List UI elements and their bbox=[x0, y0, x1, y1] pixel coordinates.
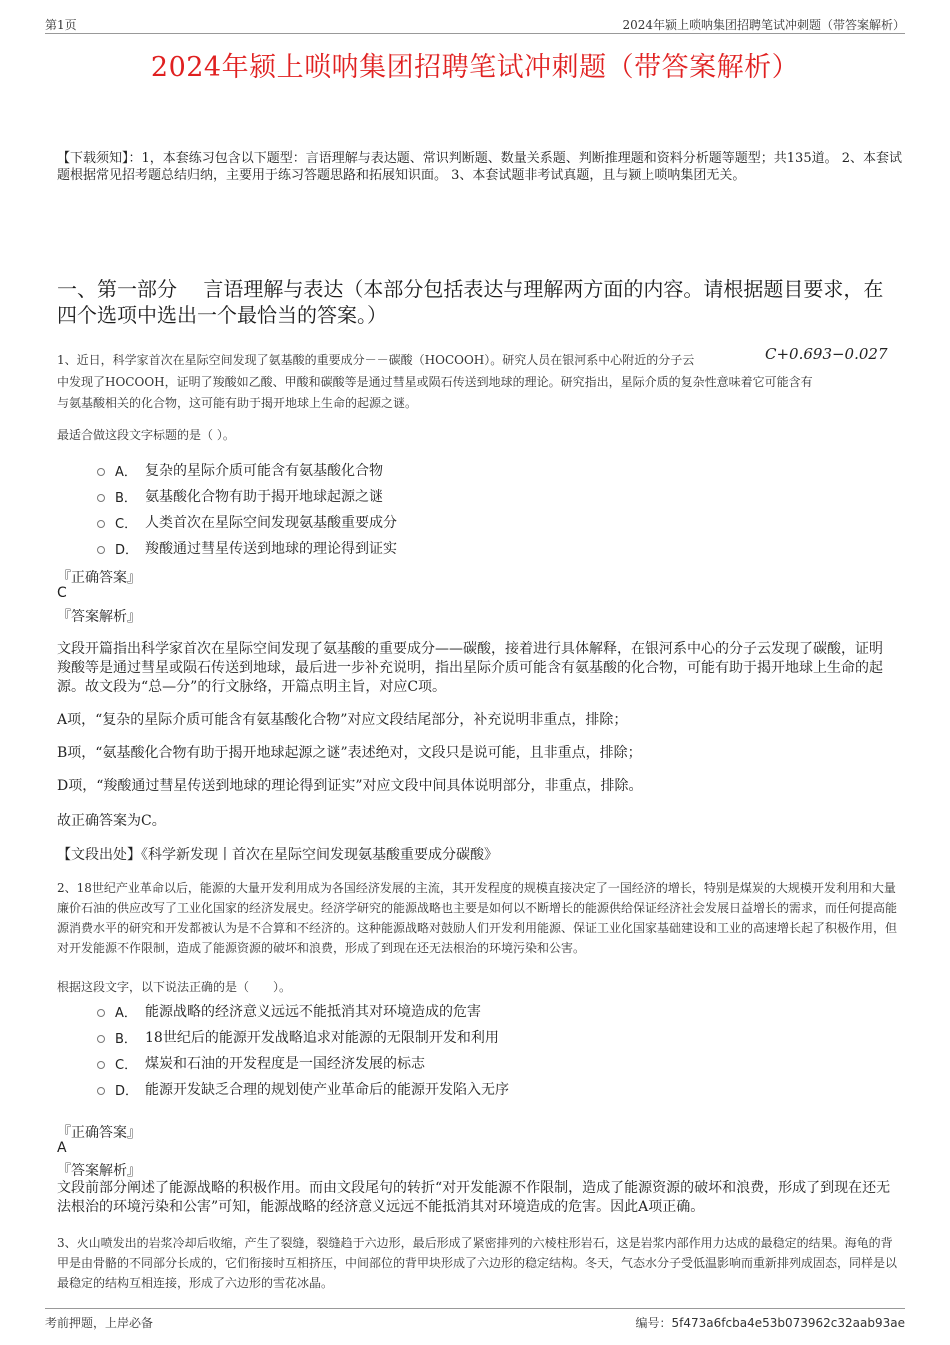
q3-stem: 3、火山喷发出的岩浆冷却后收缩，产生了裂缝，裂缝趋于六边形，最后形成了紧密排列的六棱柱形岩石，这是岩浆内部作用力达成的最稳定的结果。海龟的背甲是由骨骼的不同部分长成的，它们衔接时互相挤压，中间部位的背甲块形成了六边形的稳定结构。冬天，气态水分子受低温影响而重新排列成固态，同样是以最稳定的结构互相连接，形成了六边形的雪花冰晶。 bbox=[57, 1236, 898, 1290]
q2-analysis: 文段前部分阐述了能源战略的积极作用。而由文段尾句的转折“对开发能源不作限制，造成了能源资源的破坏和浪费，形成了到现在还无法根治的环境污染和公害”可知，能源战略的经济意义远远不能抵消其对环境造成的危害。因此A项正确。 bbox=[57, 1180, 891, 1215]
footer-rule bbox=[45, 1308, 905, 1309]
q1-stem-line1: 1、近日，科学家首次在星际空间发现了氨基酸的重要成分－－碳酸（HOCOOH）。研究人员在银河系中心附近的分子云 bbox=[57, 353, 695, 367]
formula: C+0.693−0.027 bbox=[765, 345, 888, 363]
q1-analysis-tag: 『答案解析』 bbox=[57, 609, 141, 625]
q1-analysis: 文段开篇指出科学家首次在星际空间发现了氨基酸的重要成分——碳酸，接着进行具体解释，在银河系中心的分子云发现了碳酸，证明羧酸等是通过彗星或陨石传送到地球，最后进一步补充说明，指出星际介质可能含有氨基酸的化合物，可能有助于揭开地球上生命的起源。故文段为“总—分”的行文脉络，开篇点明主旨，对应C项。 bbox=[57, 641, 883, 695]
radio-icon[interactable] bbox=[97, 494, 105, 502]
q1-stem-line3: 与氨基酸相关的化合物，这可能有助于揭开地球上生命的起源之谜。 bbox=[57, 396, 418, 410]
q1-answer: C bbox=[57, 585, 67, 601]
radio-icon[interactable] bbox=[97, 1087, 105, 1095]
radio-icon[interactable] bbox=[97, 546, 105, 554]
q1-note-d: D项，“羧酸通过彗星传送到地球的理论得到证实”对应文段中间具体说明部分，非重点，排除。 bbox=[57, 778, 643, 794]
q2-answer-tag: 『正确答案』 bbox=[57, 1125, 141, 1141]
q1-source: 【文段出处】《科学新发现丨首次在星际空间发现氨基酸重要成分碳酸》 bbox=[57, 847, 498, 863]
q2-option-a[interactable]: A． 能源战略的经济意义远远不能抵消其对环境造成的危害 bbox=[97, 1001, 481, 1021]
page-title: 2024年颍上唢呐集团招聘笔试冲刺题（带答案解析） bbox=[150, 52, 800, 83]
footer-doc-id: 编号：5f473a6fcba4e53b073962c32aab93ae bbox=[635, 1316, 905, 1330]
page-number: 第1页 bbox=[45, 18, 77, 32]
header-doc-title: 2024年颍上唢呐集团招聘笔试冲刺题（带答案解析） bbox=[622, 18, 905, 32]
q2-answer: A bbox=[57, 1140, 67, 1156]
q2-prompt: 根据这段文字，以下说法正确的是（ ）。 bbox=[57, 980, 292, 994]
section-heading: 一、第一部分 言语理解与表达（本部分包括表达与理解两方面的内容。请根据题目要求，在四个选项中选出一个最恰当的答案。） bbox=[57, 277, 884, 327]
radio-icon[interactable] bbox=[97, 1009, 105, 1017]
download-notice: 【下载须知】：1，本套练习包含以下题型：言语理解与表达题、常识判断题、数量关系题、判断推理题和资料分析题等题型；共135道。 2、本套试题根据常见招考题总结归纳，主要用于练习答题思路和拓展知识面。 3、本套试题非考试真题，且与颍上唢呐集团无关。 bbox=[57, 151, 902, 183]
q2-option-c[interactable]: C． 煤炭和石油的开发程度是一国经济发展的标志 bbox=[97, 1053, 425, 1073]
q1-option-d[interactable]: D． 羧酸通过彗星传送到地球的理论得到证实 bbox=[97, 538, 397, 558]
radio-icon[interactable] bbox=[97, 520, 105, 528]
header-rule bbox=[45, 33, 905, 34]
footer-slogan: 考前押题，上岸必备 bbox=[45, 1316, 154, 1330]
q1-note-a: A项，“复杂的星际介质可能含有氨基酸化合物”对应文段结尾部分，补充说明非重点，排除； bbox=[57, 712, 628, 728]
q1-option-c[interactable]: C． 人类首次在星际空间发现氨基酸重要成分 bbox=[97, 512, 397, 532]
q1-prompt: 最适合做这段文字标题的是（ ）。 bbox=[57, 428, 235, 442]
radio-icon[interactable] bbox=[97, 1061, 105, 1069]
q1-answer-tag: 『正确答案』 bbox=[57, 570, 141, 586]
radio-icon[interactable] bbox=[97, 1035, 105, 1043]
q1-stem-line2: 中发现了HOCOOH，证明了羧酸如乙酸、甲酸和碳酸等是通过彗星或陨石传送到地球的理论。研究指出，星际介质的复杂性意味着它可能含有 bbox=[57, 375, 813, 389]
q2-analysis-tag: 『答案解析』 bbox=[57, 1163, 141, 1179]
radio-icon[interactable] bbox=[97, 468, 105, 476]
q1-note-b: B项，“氨基酸化合物有助于揭开地球起源之谜”表述绝对，文段只是说可能，且非重点，排除； bbox=[57, 745, 642, 761]
q1-option-b[interactable]: B． 氨基酸化合物有助于揭开地球起源之谜 bbox=[97, 486, 383, 506]
q2-stem: 2、18世纪产业革命以后，能源的大量开发利用成为各国经济发展的主流，其开发程度的规模直接决定了一国经济的增长，特别是煤炭的大规模开发利用和大量廉价石油的供应改写了工业化国家的经济发展史。经济学研究的能源战略也主要是如何以不断增长的能源供给保证经济社会发展日益增长的需求，而任何提高能源消费水平的研究和开发都被认为是不合算和不经济的。这种能源战略对鼓励人们开发利用能源、保证工业化国家基础建设和工业的高速增长起了积极作用，但对开发能源不作限制，造成了能源资源的破坏和浪费，形成了到现在还无法根治的环境污染和公害。 bbox=[57, 881, 898, 955]
q2-option-b[interactable]: B． 18世纪后的能源开发战略追求对能源的无限制开发和利用 bbox=[97, 1027, 499, 1047]
q1-conclusion: 故正确答案为C。 bbox=[57, 813, 166, 829]
q2-option-d[interactable]: D． 能源开发缺乏合理的规划使产业革命后的能源开发陷入无序 bbox=[97, 1079, 509, 1099]
q1-option-a[interactable]: A． 复杂的星际介质可能含有氨基酸化合物 bbox=[97, 460, 383, 480]
